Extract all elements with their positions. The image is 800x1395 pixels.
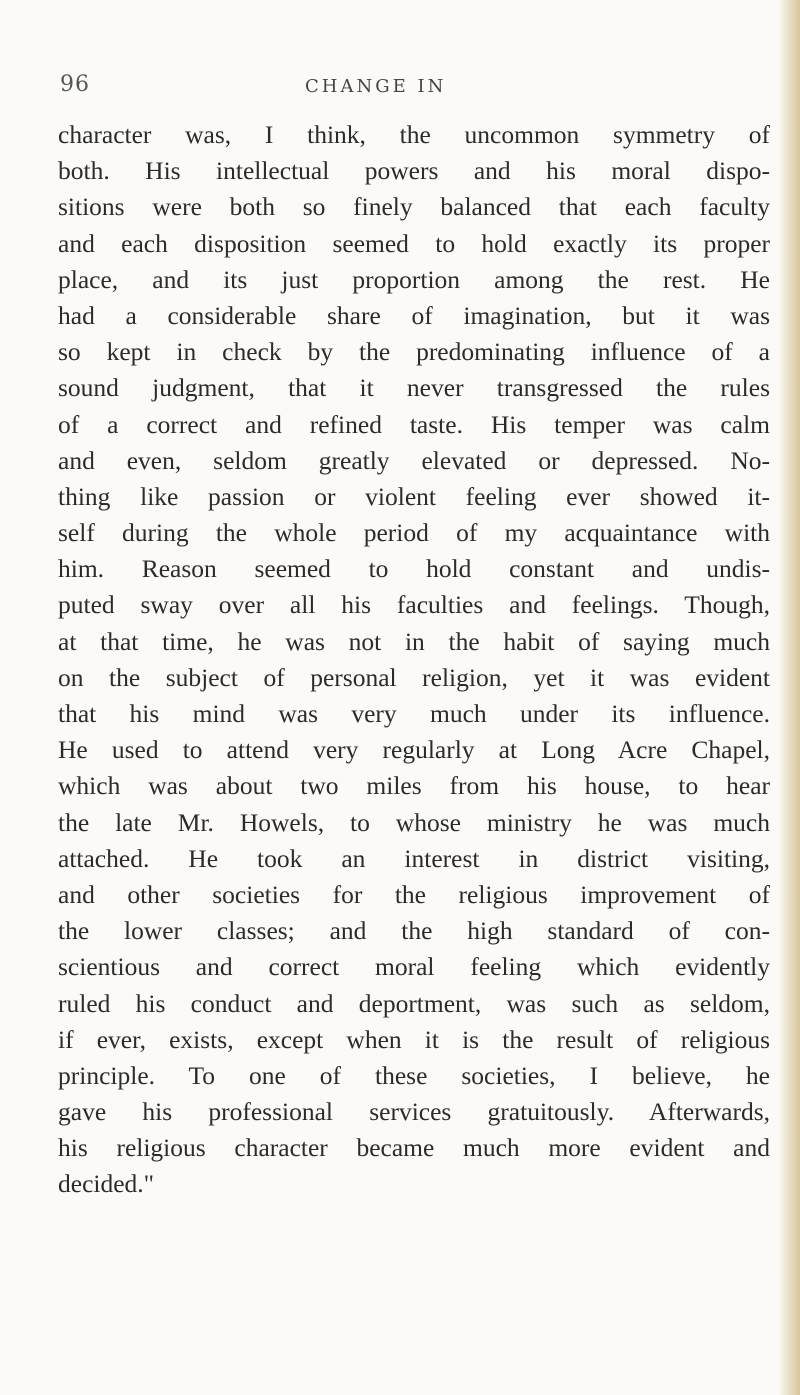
text-line: He used to attend very regularly at Long Acre Chapel, (58, 735, 770, 765)
text-line: both. His intellectual powers and his moral dispo- (58, 156, 770, 186)
text-line: principle. To one of these societies, I believe, he (58, 1060, 770, 1090)
text-line: self during the whole period of my acquaintance with (58, 518, 770, 548)
text-line: which was about two miles from his house, to hear (58, 771, 770, 801)
text-line: that his mind was very much under its influence. (58, 699, 770, 728)
text-line: the lower classes; and the high standard of con- (58, 916, 770, 946)
text-line: and other societies for the religious improvement of (58, 879, 770, 909)
text-line: the late Mr. Howels, to whose ministry he was much (58, 807, 770, 837)
text-line: thing like passion or violent feeling ever showed it- (58, 481, 770, 511)
text-line: sound judgment, that it never transgressed the rules (58, 373, 770, 403)
running-head: CHANGE IN (305, 76, 447, 97)
text-line: attached. He took an interest in district visiting, (58, 843, 770, 873)
text-line: so kept in check by the predominating influence of a (58, 337, 770, 367)
page-edge-shadow (778, 0, 800, 1395)
body-text (58, 117, 770, 1203)
page-number: 96 (60, 72, 90, 97)
text-line: ruled his conduct and deportment, was such as seldom, (58, 988, 770, 1018)
text-line: and even, seldom greatly elevated or depressed. No- (58, 445, 770, 475)
text-line: him. Reason seemed to hold constant and undis- (58, 554, 770, 584)
text-line: and each disposition seemed to hold exactly its proper (58, 228, 770, 258)
text-line: sitions were both so finely balanced that each faculty (58, 192, 770, 222)
text-line: on the subject of personal religion, yet it was evident (58, 662, 770, 692)
text-line: decided." (58, 1169, 155, 1199)
text-line: at that time, he was not in the habit of saying much (58, 626, 770, 656)
text-line: scientious and correct moral feeling which evidently (58, 952, 770, 982)
text-line: if ever, exists, except when it is the result of religious (58, 1024, 770, 1054)
text-line: of a correct and refined taste. His temper was calm (58, 409, 770, 439)
text-line: character was, I think, the uncommon symmetry of (58, 120, 770, 149)
text-line: gave his professional services gratuitously. Afterwards, (58, 1097, 770, 1127)
text-line: his religious character became much more evident and (58, 1133, 770, 1163)
text-line: puted sway over all his faculties and feelings. Though, (58, 590, 770, 620)
text-line: had a considerable share of imagination, but it was (58, 300, 770, 330)
text-line: place, and its just proportion among the rest. He (58, 264, 770, 294)
